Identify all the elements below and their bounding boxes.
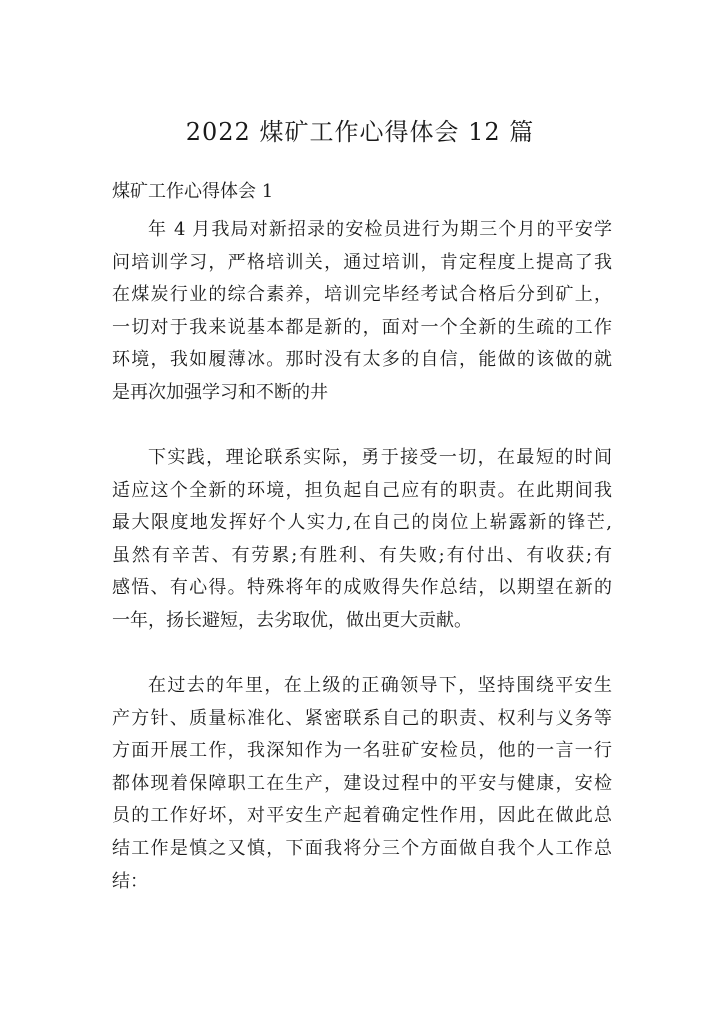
paragraph-line: 在过去的年里，在上级的正确领导下，坚持围绕平安生 [148,675,612,696]
paragraph-3 [112,670,612,898]
paragraph-line: 感悟、有心得。特殊将年的成败得失作总结，以期望在新的 [112,577,612,599]
document-title: 2022 煤矿工作心得体会 12 篇 [185,118,535,146]
paragraph-line: 在煤炭行业的综合素养，培训完毕经考试合格后分到矿上， [112,284,612,306]
paragraph-line: 问培训学习，严格培训关，通过培训，肯定程度上提高了我 [112,251,612,273]
paragraph-line: 适应这个全新的环境，担负起自己应有的职责。在此期间我 [112,479,612,501]
paragraph-2 [112,442,612,638]
paragraph-line: 结工作是慎之又慎，下面我将分三个方面做自我个人工作总 [112,837,612,859]
paragraph-line: 一切对于我来说基本都是新的，面对一个全新的生疏的工作 [112,316,612,338]
paragraph-line: 年 4 月我局对新招录的安检员进行为期三个月的平安学 [148,219,612,240]
paragraph-line: 一年，扬长避短，去劣取优，做出更大贡献。 [112,609,472,631]
paragraph-line: 环境，我如履薄冰。那时没有太多的自信，能做的该做的就 [112,349,612,371]
paragraph-line: 最大限度地发挥好个人实力,在自己的岗位上崭露新的锋芒, [112,512,612,534]
paragraph-line: 方面开展工作，我深知作为一名驻矿安检员，他的一言一行 [112,740,612,762]
paragraph-line: 员的工作好坏，对平安生产起着确定性作用，因此在做此总 [112,805,612,827]
paragraph-line: 是再次加强学习和不断的井 [112,381,328,403]
paragraph-line: 产方针、质量标准化、紧密联系自己的职责、权利与义务等 [112,707,612,729]
paragraph-line: 都体现着保障职工在生产，建设过程中的平安与健康，安检 [112,772,612,794]
paragraph-line: 虽然有辛苦、有劳累;有胜利、有失败;有付出、有收获;有 [112,544,612,566]
paragraph-1 [112,214,612,410]
paragraph-line: 下实践，理论联系实际，勇于接受一切，在最短的时间 [148,447,612,468]
section-heading: 煤矿工作心得体会 1 [112,181,274,202]
paragraph-line: 结： [112,870,148,892]
